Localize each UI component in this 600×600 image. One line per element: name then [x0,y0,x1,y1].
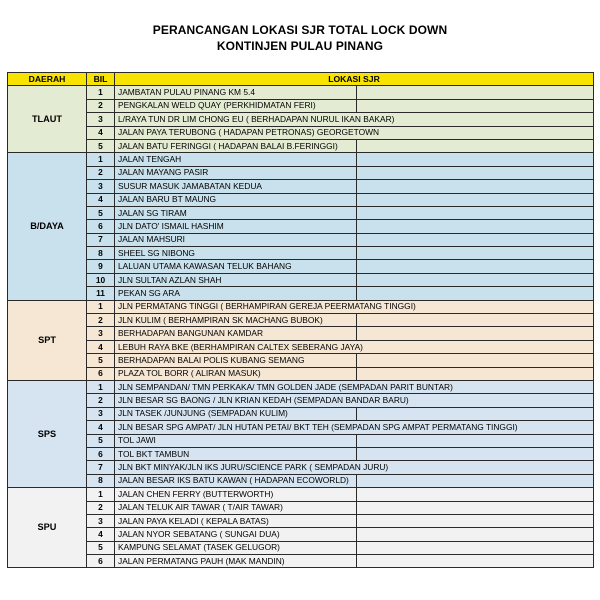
lokasi-cell: JALAN CHEN FERRY (BUTTERWORTH) [115,488,357,501]
blank-cell [357,327,594,340]
bil-cell: 5 [87,354,115,367]
blank-cell [357,86,594,99]
lokasi-cell: JALAN BARU BT MAUNG [115,193,357,206]
table-body [8,86,594,568]
header-bil: BIL [87,73,115,86]
bil-cell: 7 [87,461,115,474]
table-row [8,206,594,219]
lokasi-cell: LEBUH RAYA BKE (BERHAMPIRAN CALTEX SEBERANG JAYA) [115,340,594,353]
lokasi-cell: JALAN SG TIRAM [115,206,357,219]
bil-cell: 9 [87,260,115,273]
blank-cell [357,260,594,273]
lokasi-cell: JALAN BESAR IKS BATU KAWAN ( HADAPAN ECOWORLD) [115,474,357,487]
table-row [8,407,594,420]
blank-cell [357,180,594,193]
lokasi-cell: SUSUR MASUK JAMABATAN KEDUA [115,180,357,193]
daerah-cell: SPU [8,488,87,568]
lokasi-cell: JALAN PERMATANG PAUH (MAK MANDIN) [115,555,357,568]
lokasi-cell: JLN TASEK /JUNJUNG (SEMPADAN KULIM) [115,407,357,420]
bil-cell: 6 [87,555,115,568]
table-row [8,421,594,434]
table-row [8,86,594,99]
bil-cell: 1 [87,153,115,166]
table-row [8,528,594,541]
table-row [8,247,594,260]
lokasi-cell: JAMBATAN PULAU PINANG KM 5.4 [115,86,357,99]
header-daerah: DAERAH [8,73,87,86]
table-row [8,153,594,166]
bil-cell: 2 [87,394,115,407]
daerah-cell: B/DAYA [8,153,87,300]
table-row [8,501,594,514]
blank-cell [357,206,594,219]
table-row [8,327,594,340]
blank-cell [357,447,594,460]
document-title: PERANCANGAN LOKASI SJR TOTAL LOCK DOWN [152,23,448,37]
bil-cell: 4 [87,193,115,206]
lokasi-cell: SHEEL SG NIBONG [115,247,357,260]
bil-cell: 1 [87,488,115,501]
blank-cell [357,514,594,527]
bil-cell: 4 [87,126,115,139]
blank-cell [357,139,594,152]
blank-cell [357,474,594,487]
bil-cell: 1 [87,380,115,393]
lokasi-cell: JLN DATO' ISMAIL HASHIM [115,220,357,233]
blank-cell [357,501,594,514]
blank-cell [357,367,594,380]
daerah-cell: SPS [8,380,87,487]
lokasi-cell: JALAN MAHSURI [115,233,357,246]
bil-cell: 7 [87,233,115,246]
daerah-cell: TLAUT [8,86,87,153]
table-header-row [8,73,594,86]
table-row [8,514,594,527]
blank-cell [357,220,594,233]
lokasi-cell: JLN PERMATANG TINGGI ( BERHAMPIRAN GEREJA PEERMATANG TINGGI) [115,300,594,313]
bil-cell: 4 [87,340,115,353]
blank-cell [357,233,594,246]
bil-cell: 1 [87,86,115,99]
lokasi-cell: TOL BKT TAMBUN [115,447,357,460]
table-row [8,99,594,112]
table-row [8,434,594,447]
lokasi-cell: BERHADAPAN BANGUNAN KAMDAR [115,327,357,340]
table-row [8,340,594,353]
bil-cell: 3 [87,113,115,126]
bil-cell: 11 [87,287,115,300]
lokasi-cell: JLN SULTAN AZLAN SHAH [115,273,357,286]
blank-cell [357,273,594,286]
lokasi-cell: PEKAN SG ARA [115,287,357,300]
lokasi-cell: BERHADAPAN BALAI POLIS KUBANG SEMANG [115,354,357,367]
lokasi-cell: JALAN TENGAH [115,153,357,166]
table-row [8,447,594,460]
blank-cell [357,541,594,554]
bil-cell: 5 [87,541,115,554]
table-row [8,193,594,206]
blank-cell [357,99,594,112]
document-subtitle: KONTINJEN PULAU PINANG [216,39,384,53]
table-row [8,380,594,393]
bil-cell: 5 [87,206,115,219]
blank-cell [357,434,594,447]
bil-cell: 4 [87,528,115,541]
lokasi-cell: JALAN PAYA KELADI ( KEPALA BATAS) [115,514,357,527]
blank-cell [357,193,594,206]
lokasi-cell: JALAN MAYANG PASIR [115,166,357,179]
table-row [8,367,594,380]
blank-cell [357,247,594,260]
lokasi-cell: JLN KULIM ( BERHAMPIRAN SK MACHANG BUBOK) [115,314,357,327]
bil-cell: 1 [87,300,115,313]
lokasi-cell: L/RAYA TUN DR LIM CHONG EU ( BERHADAPAN NURUL IKAN BAKAR) [115,113,594,126]
blank-cell [357,555,594,568]
sjr-location-table [7,72,594,568]
table-row [8,166,594,179]
bil-cell: 6 [87,220,115,233]
bil-cell: 2 [87,501,115,514]
lokasi-cell: JLN BKT MINYAK/JLN IKS JURU/SCIENCE PARK ( SEMPADAN JURU) [115,461,594,474]
table-row [8,126,594,139]
table-row [8,461,594,474]
lokasi-cell: JALAN BATU FERINGGI ( HADAPAN BALAI B.FERINGGI) [115,139,357,152]
bil-cell: 10 [87,273,115,286]
table-row [8,314,594,327]
bil-cell: 8 [87,474,115,487]
lokasi-cell: JLN BESAR SG BAONG / JLN KRIAN KEDAH (SEMPADAN BANDAR BARU) [115,394,594,407]
lokasi-cell: JLN BESAR SPG AMPAT/ JLN HUTAN PETAI/ BKT TEH (SEMPADAN SPG AMPAT PERMATANG TINGGI) [115,421,594,434]
table-row [8,394,594,407]
table-row [8,488,594,501]
lokasi-cell: JALAN TELUK AIR TAWAR ( T/AIR TAWAR) [115,501,357,514]
bil-cell: 8 [87,247,115,260]
table-row [8,273,594,286]
bil-cell: 3 [87,327,115,340]
bil-cell: 2 [87,314,115,327]
table-row [8,139,594,152]
lokasi-cell: JLN SEMPANDAN/ TMN PERKAKA/ TMN GOLDEN JADE (SEMPADAN PARIT BUNTAR) [115,380,594,393]
bil-cell: 4 [87,421,115,434]
table-row [8,113,594,126]
lokasi-cell: JALAN NYOR SEBATANG ( SUNGAI DUA) [115,528,357,541]
blank-cell [357,153,594,166]
daerah-cell: SPT [8,300,87,380]
table-row [8,300,594,313]
lokasi-cell: TOL JAWI [115,434,357,447]
table-row [8,474,594,487]
header-lokasi-sjr: LOKASI SJR [115,73,594,86]
document-header [0,22,600,54]
table-row [8,541,594,554]
bil-cell: 6 [87,447,115,460]
bil-cell: 3 [87,407,115,420]
bil-cell: 5 [87,434,115,447]
table-row [8,233,594,246]
blank-cell [357,287,594,300]
table-row [8,354,594,367]
blank-cell [357,488,594,501]
bil-cell: 2 [87,166,115,179]
lokasi-cell: KAMPUNG SELAMAT (TASEK GELUGOR) [115,541,357,554]
table-row [8,180,594,193]
table-row [8,220,594,233]
blank-cell [357,166,594,179]
lokasi-cell: PLAZA TOL BORR ( ALIRAN MASUK) [115,367,357,380]
lokasi-cell: JALAN PAYA TERUBONG ( HADAPAN PETRONAS) GEORGETOWN [115,126,594,139]
bil-cell: 2 [87,99,115,112]
bil-cell: 3 [87,180,115,193]
bil-cell: 5 [87,139,115,152]
table-row [8,260,594,273]
table-row [8,287,594,300]
blank-cell [357,528,594,541]
blank-cell [357,407,594,420]
lokasi-cell: LALUAN UTAMA KAWASAN TELUK BAHANG [115,260,357,273]
bil-cell: 6 [87,367,115,380]
blank-cell [357,354,594,367]
lokasi-cell: PENGKALAN WELD QUAY (PERKHIDMATAN FERI) [115,99,357,112]
table-row [8,555,594,568]
blank-cell [357,314,594,327]
bil-cell: 3 [87,514,115,527]
